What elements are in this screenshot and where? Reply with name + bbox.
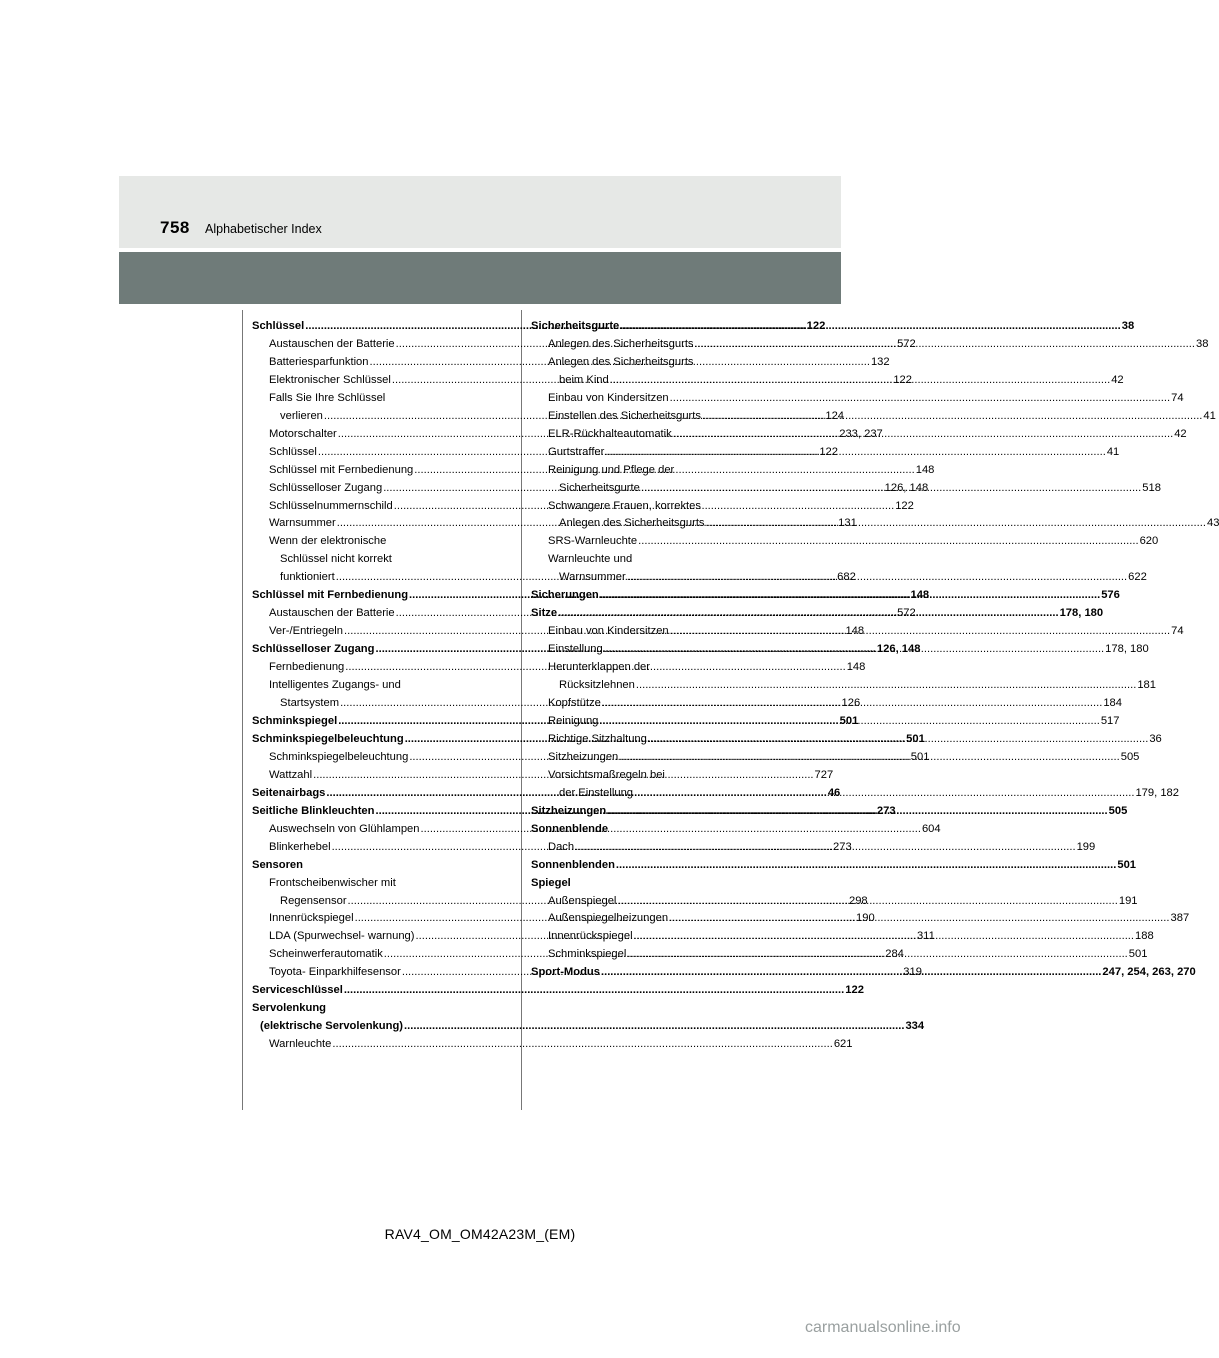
index-entry (531, 551, 749, 569)
dot-leader (610, 372, 1110, 390)
index-entry-page: 199 (1076, 840, 1096, 853)
index-entry-page: 682 (837, 571, 856, 584)
index-entry-label: Innenrückspiegel (548, 930, 633, 943)
index-entry-label: Schminkspiegelbeleuchtung (252, 732, 404, 745)
index-entry-label: Sitzheizungen (548, 750, 619, 763)
index-entry-page: 122 (845, 984, 864, 997)
index-entry-label: Sport-Modus (531, 966, 600, 979)
index-entry-label: Warnleuchte und (548, 553, 633, 566)
index-entry-page: 518 (1142, 481, 1161, 494)
index-entry-label: der Einstellung (559, 786, 634, 799)
index-entry (531, 677, 1156, 695)
index-entry-label: Serviceschlüssel (252, 984, 343, 997)
index-entry-page: 184 (1103, 697, 1122, 710)
index-entry-label: Sensoren (252, 858, 303, 871)
index-entry-label: Einstellung (548, 643, 603, 656)
index-entry (252, 1018, 925, 1036)
index-entry-label: Servolenkung (252, 1002, 326, 1015)
index-entry-label: Warnsummer (269, 517, 336, 530)
dot-leader (670, 390, 1170, 408)
index-entry-label: Herunterklappen der (548, 661, 650, 674)
index-entry-label: Anlegen des Sicherheitsgurts (548, 337, 694, 350)
index-entry-label: ELR-Rückhalteautomatik (548, 427, 672, 440)
index-entry-label: Austauschen der Batterie (269, 607, 395, 620)
index-entry (252, 857, 470, 875)
index-entry-label: Scheinwerferautomatik (269, 948, 383, 961)
index-entry-label: Toyota- Einparkhilfesensor (269, 966, 401, 979)
index-entry-page: 273 (876, 804, 896, 817)
page-number: 758 (160, 218, 190, 237)
dot-leader (616, 857, 1116, 875)
watermark: carmanualsonline.info (805, 1319, 961, 1336)
dot-leader (619, 749, 1119, 767)
index-entry (252, 533, 470, 551)
index-entry-page: 43 (1206, 517, 1219, 530)
index-entry (252, 677, 470, 695)
index-entry-label: Wenn der elektronische (269, 535, 387, 548)
dot-leader (634, 928, 1134, 946)
dot-leader (344, 982, 844, 1000)
dot-leader (673, 426, 1173, 444)
dot-leader (627, 946, 1127, 964)
index-entry-page: 334 (905, 1020, 925, 1033)
index-entry-page: 178, 180 (1105, 643, 1149, 656)
index-entry-page: 505 (1120, 750, 1140, 763)
index-entry (531, 659, 749, 677)
index-entry-page: 622 (1128, 571, 1147, 584)
index-entry (252, 875, 470, 893)
index-entry-label: Batteriesparfunktion (269, 355, 369, 368)
index-entry-page: 126, 148 (876, 643, 921, 656)
index-entry-label: Regensensor (280, 894, 347, 907)
index-entry-page: 501 (1128, 948, 1148, 961)
dot-leader (600, 587, 1100, 605)
index-entry-label: Schlüsselloser Zugang (252, 643, 375, 656)
index-entry-label: Fernbedienung (269, 661, 345, 674)
index-entry-page: 273 (833, 840, 852, 853)
dot-leader (634, 785, 1134, 803)
index-entry-page: 576 (1101, 589, 1120, 602)
index-entry-page: 122 (893, 373, 912, 386)
index-entry-label: Dach (548, 840, 575, 853)
index-entry-label: Einstellen des Sicherheitsgurts (548, 409, 701, 422)
dot-leader (404, 1018, 904, 1036)
index-entry-label: Seitliche Blinkleuchten (252, 804, 375, 817)
index-entry (252, 1000, 470, 1018)
dot-leader (636, 677, 1136, 695)
dot-leader (575, 839, 1075, 857)
index-entry (531, 821, 749, 839)
index-entry-label: Schminkspiegel (252, 714, 338, 727)
index-entry-page: 181 (1137, 679, 1156, 692)
index-entry-page: 604 (921, 822, 941, 835)
left-column-rule (242, 310, 243, 1110)
dot-leader (702, 408, 1202, 426)
index-entry-label: Innenrückspiegel (269, 912, 354, 925)
index-entry-page: 319 (903, 966, 922, 979)
index-entry-page: 311 (916, 930, 935, 943)
index-entry-page: 41 (1106, 445, 1120, 458)
index-entry-page: 122 (819, 445, 838, 458)
index-entry (252, 551, 470, 569)
index-entry-label: Spiegel (531, 876, 571, 889)
section-title: Alphabetischer Index (205, 222, 322, 236)
index-entry-page: 387 (1170, 912, 1190, 925)
index-entry-page: 179, 182 (1135, 786, 1180, 799)
index-entry-page: 501 (839, 714, 859, 727)
index-entry-label: Reinigung und Pflege der (548, 463, 675, 476)
index-entry-page: 572 (897, 607, 916, 620)
dot-leader (617, 893, 1117, 911)
index-entry-page: 122 (895, 499, 914, 512)
dot-leader (607, 803, 1107, 821)
index-entry-label: Sicherheitsgurte (531, 320, 620, 332)
index-entry (531, 533, 1159, 551)
index-entry-label: Blinkerhebel (269, 840, 331, 853)
index-entry-page: 191 (1118, 894, 1138, 907)
index-entry-label: Auswechseln von Glühlampen (269, 822, 420, 835)
dot-leader (669, 910, 1169, 928)
index-entry-page: 148 (846, 661, 866, 674)
index-entry (531, 462, 749, 480)
index-entry-page: 38 (1195, 337, 1209, 350)
index-entry-page: 298 (848, 894, 868, 907)
index-entry-page: 126 (841, 697, 861, 710)
index-entry-page: 148 (845, 625, 865, 638)
index-entry-page: 122 (806, 320, 826, 332)
dot-leader (605, 444, 1105, 462)
index-entry-page: 621 (833, 1038, 853, 1051)
index-entry-label: Richtige Sitzhaltung (548, 732, 647, 745)
index-entry-page: 42 (1111, 373, 1124, 386)
index-entry-label: Gurtstraffer (548, 445, 605, 458)
index-entry (252, 982, 864, 1000)
dot-leader (558, 605, 1058, 623)
index-entry-page: 42 (1174, 427, 1187, 440)
index-entry-label: Warnleuchte (269, 1038, 332, 1051)
index-entry-label: Austauschen der Batterie (269, 337, 395, 350)
index-entry-label: Wattzahl (269, 768, 313, 781)
dot-leader (627, 569, 1127, 587)
dot-leader (599, 713, 1099, 731)
index-entry-label: Seitenairbags (252, 786, 326, 799)
index-entry-label: Einbau von Kindersitzen (548, 391, 669, 404)
index-entry-label: Frontscheibenwischer mit (269, 876, 396, 889)
index-entry-label: Motorschalter (269, 427, 337, 440)
index-entry-label: Kopfstütze (548, 697, 601, 710)
dot-leader (604, 641, 1104, 659)
index-entry-page: 124 (825, 409, 845, 422)
index-entry-label: Schlüssel nicht korrekt (280, 553, 392, 566)
index-entry (531, 857, 1137, 875)
index-entry-page: 131 (838, 517, 857, 530)
index-entry-page: 190 (856, 912, 875, 925)
index-entry-label: Schminkspiegel (548, 948, 627, 961)
header-dark-band (119, 252, 841, 304)
index-entry-label: beim Kind (559, 373, 609, 386)
index-entry-label: Schwangere Frauen, korrektes (548, 499, 701, 512)
dot-leader (638, 533, 1138, 551)
index-entry-page: 247, 254, 263, 270 (1102, 966, 1196, 979)
dot-leader (706, 515, 1206, 533)
index-entry-label: Rücksitzlehnen (559, 679, 635, 692)
dot-leader (332, 1036, 832, 1054)
index-entry-page: 620 (1139, 535, 1159, 548)
index-entry-page: 148 (915, 463, 935, 476)
index-entry-page: 572 (897, 337, 916, 350)
index-entry-page: 501 (910, 750, 930, 763)
header-top-band (119, 176, 841, 248)
index-entry-page: 41 (1203, 409, 1216, 422)
index-entry (531, 498, 749, 516)
index-entry-label: Sitze (531, 607, 558, 620)
index-entry-label: Ver-/Entriegeln (269, 625, 344, 638)
index-entry (252, 1036, 853, 1054)
index-entry-label: Schminkspiegelbeleuchtung (269, 750, 409, 763)
index-entry (531, 875, 749, 893)
index-entry-label: SRS-Warnleuchte (548, 535, 638, 548)
index-entry-page: 74 (1171, 625, 1184, 638)
index-entry-page: 36 (1149, 732, 1162, 745)
index-entry-label: Sicherungen (531, 589, 599, 602)
index-entry-page: 74 (1171, 391, 1184, 404)
index-entry-label: (elektrische Servolenkung) (260, 1020, 404, 1033)
index-entry-label: Startsystem (280, 697, 340, 710)
index-entry-label: Schlüssel mit Fernbedienung (269, 463, 414, 476)
index-entry-label: Sicherheitsgurte (559, 481, 640, 494)
index-entry-label: Reinigung (548, 714, 599, 727)
footer-code: RAV4_OM_OM42A23M_(EM) (384, 1226, 576, 1242)
index-entry-page: 38 (1121, 320, 1135, 332)
index-entry-page: 188 (1135, 930, 1154, 943)
index-entry-page: 517 (1100, 714, 1120, 727)
dot-leader (602, 695, 1102, 713)
index-entry-label: Schlüssel mit Fernbedienung (252, 589, 409, 602)
index-entry-label: Falls Sie Ihre Schlüssel (269, 391, 386, 404)
index-entry (252, 390, 470, 408)
index-entry-label: Schlüssel (252, 320, 305, 332)
dot-leader (601, 964, 1101, 982)
index-entry-label: Elektronischer Schlüssel (269, 373, 391, 386)
index-entry-page: 46 (827, 786, 841, 799)
index-entry-page: 178, 180 (1059, 607, 1104, 620)
index-entry (531, 354, 749, 372)
index-entry-label: Schlüsselnummernschild (269, 499, 393, 512)
index-entry-label: Sitzheizungen (531, 804, 607, 817)
index-entry-page: 132 (870, 355, 890, 368)
dot-leader (670, 623, 1170, 641)
index-entry-page: 727 (814, 768, 834, 781)
dot-leader (648, 731, 1148, 749)
dot-leader (695, 336, 1195, 354)
index-entry-page: 148 (910, 589, 930, 602)
index-entry-label: Schlüsselloser Zugang (269, 481, 383, 494)
index-entry-label: Sonnenblende (531, 822, 609, 835)
index-entry-label: funktioniert (280, 571, 335, 584)
dot-leader (641, 480, 1141, 498)
index-entry-label: Warnsummer (559, 571, 626, 584)
index-entry-page: 501 (1117, 858, 1137, 871)
index-entry-label: LDA (Spurwechsel- warnung) (269, 930, 415, 943)
index-entry-label: verlieren (280, 409, 323, 422)
index-entry-label: Schlüssel (269, 445, 317, 458)
index-entry-page: 126, 148 (884, 481, 929, 494)
index-entry-label: Außenspiegelheizungen (548, 912, 669, 925)
dot-leader (620, 318, 1120, 336)
index-entry-page: 233, 237 (839, 427, 883, 440)
index-entry-label: Einbau von Kindersitzen (548, 625, 669, 638)
index-entry (531, 767, 749, 785)
index-entry-label: Außenspiegel (548, 894, 617, 907)
index-entry-label: Intelligentes Zugangs- und (269, 679, 401, 692)
index-entry-label: Sonnenblenden (531, 858, 615, 871)
index-entry-page: 284 (885, 948, 904, 961)
index-entry-label: Anlegen des Sicherheitsgurts (548, 355, 694, 368)
index-entry-label: Anlegen des Sicherheitsgurts (559, 517, 705, 530)
index-entry (531, 390, 1184, 408)
index-entry-page: 501 (906, 732, 925, 745)
index-entry-label: Vorsichtsmaßregeln bei (548, 768, 665, 781)
index-entry-page: 505 (1108, 804, 1128, 817)
